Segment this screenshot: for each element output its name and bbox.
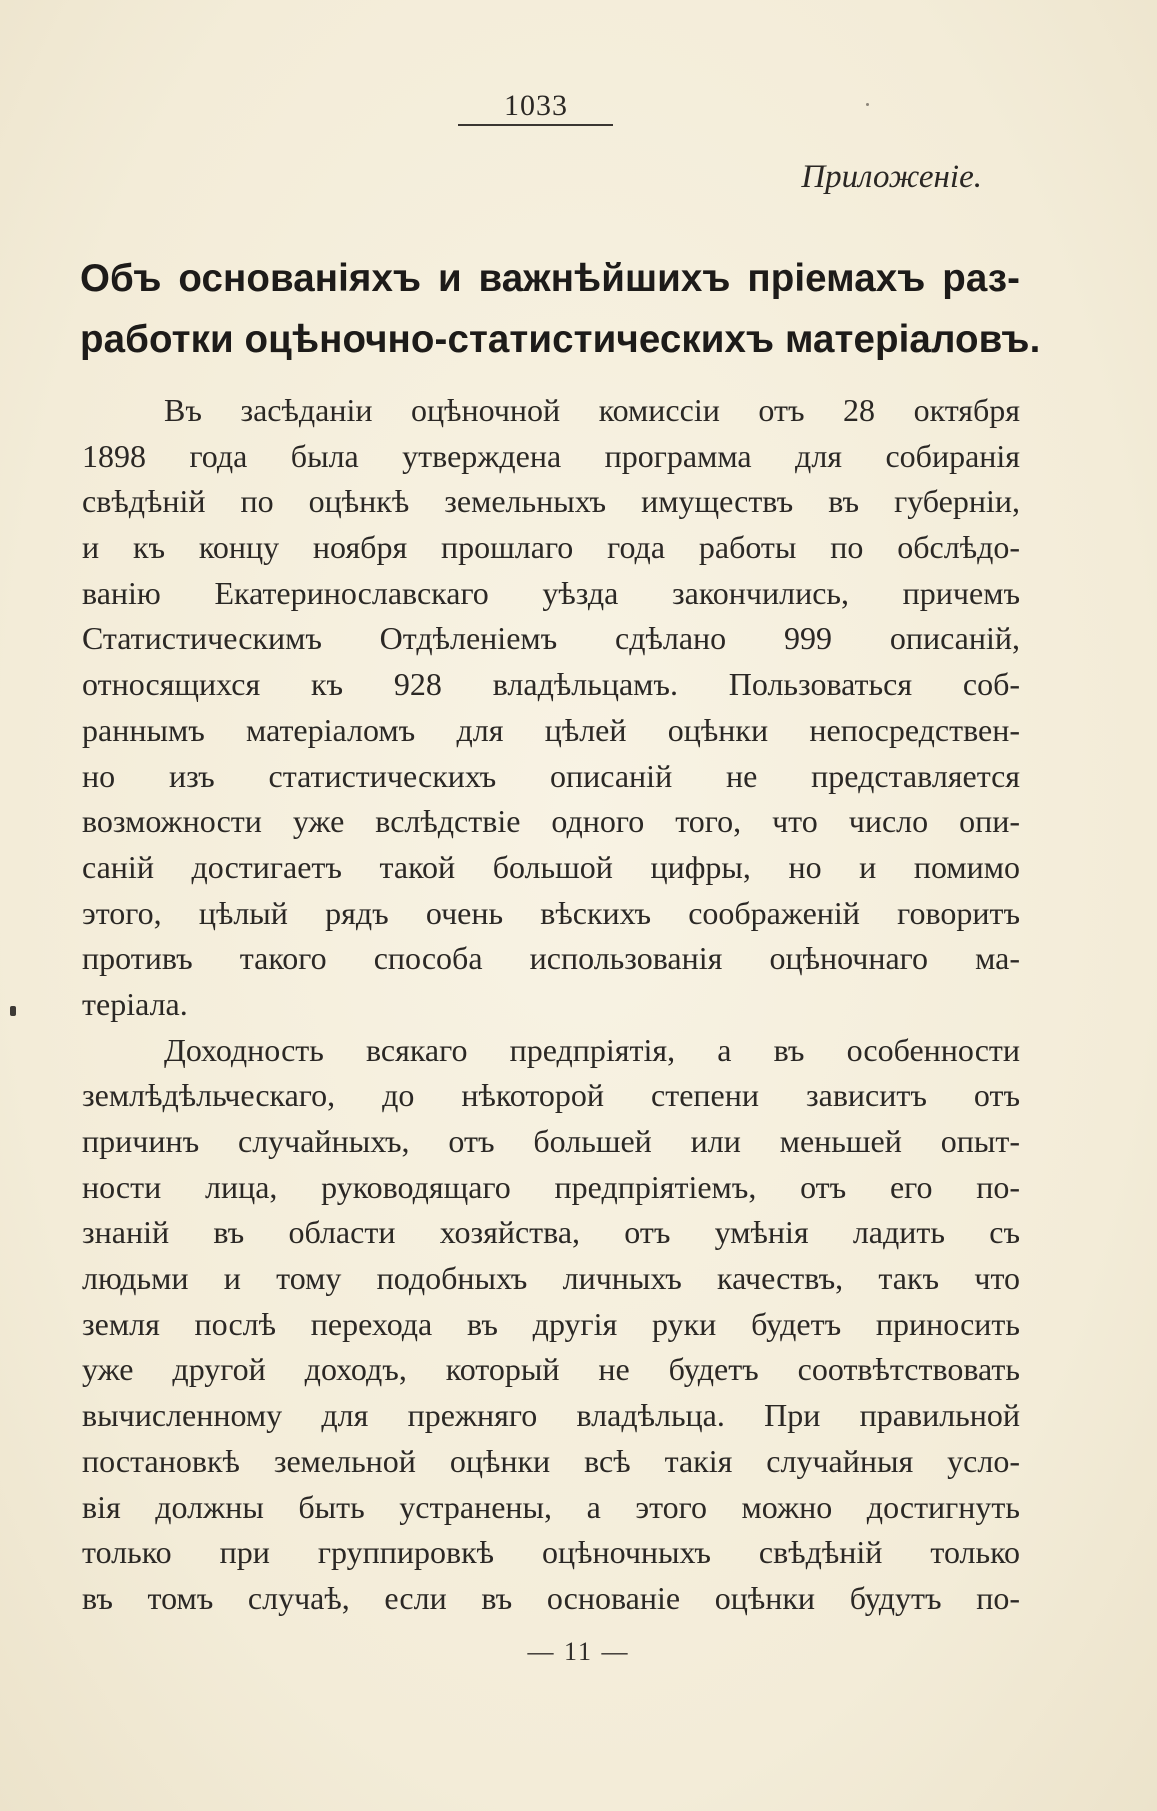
text-line: санiй достигаетъ такой большой цифры, но и помимо <box>82 848 1020 885</box>
heading-line: работки оцѣночно-статистическихъ матерiаловъ. <box>80 318 1041 361</box>
text-line: 1898 года была утверждена программа для собиранiя <box>82 437 1020 474</box>
text-line: людьми и тому подобныхъ личныхъ качествъ, такъ что <box>82 1260 1020 1297</box>
text-line: и къ концу ноября прошлаго года работы по обслѣдо- <box>82 529 1020 566</box>
body-text <box>82 388 1020 1622</box>
text-line: земля послѣ перехода въ другiя руки будетъ приносить <box>82 1305 1020 1342</box>
text-line: противъ такого способа использованiя оцѣночнаго ма- <box>82 940 1020 977</box>
text-line: Доходность всякаго предпрiятiя, а въ особенности <box>164 1031 1020 1068</box>
heading-line: Объ основанiяхъ и важнѣйшихъ прiемахъ раз- <box>80 257 1020 300</box>
section-label: Приложенiе. <box>801 159 982 195</box>
text-line: вычисленному для прежняго владѣльца. При правильной <box>82 1397 1020 1434</box>
footer-page-number: — 11 — <box>527 1637 630 1666</box>
text-line: возможности уже вслѣдствiе одного того, что число опи- <box>82 803 1020 840</box>
text-line: въ томъ случаѣ, если въ основанiе оцѣнки будутъ по- <box>82 1579 1020 1616</box>
text-line: Въ засѣданiи оцѣночной комиссiи отъ 28 октября <box>164 392 1020 428</box>
text-line: относящихся къ 928 владѣльцамъ. Пользоваться соб- <box>82 666 1020 703</box>
text-line: только при группировкѣ оцѣночныхъ свѣдѣнiй только <box>82 1534 1020 1571</box>
margin-ink-speck <box>10 1006 16 1016</box>
text-line: раннымъ матерiаломъ для цѣлей оцѣнки непосредствен- <box>82 711 1020 748</box>
paper-speck <box>866 103 869 106</box>
text-line: Статистическимъ Отдѣленiемъ сдѣлано 999 описанiй, <box>82 620 1020 657</box>
header-rule <box>458 124 613 126</box>
text-line: ванiю Екатеринославскаго уѣзда закончились, причемъ <box>82 574 1020 611</box>
paragraph-1 <box>82 388 1020 1028</box>
text-line: ности лица, руководящаго предпрiятiемъ, отъ его по- <box>82 1168 1020 1205</box>
text-line: постановкѣ земельной оцѣнки всѣ такiя случайныя усло- <box>82 1442 1020 1479</box>
text-line: уже другой доходъ, который не будетъ соотвѣтствовать <box>82 1351 1020 1388</box>
article-heading <box>80 248 1041 370</box>
text-line: терiала. <box>82 985 188 1022</box>
text-line: но изъ статистическихъ описанiй не представляется <box>82 757 1020 794</box>
text-line: этого, цѣлый рядъ очень вѣскихъ соображенiй говоритъ <box>82 894 1020 931</box>
running-page-number: 1033 <box>504 89 568 122</box>
text-line: причинъ случайныхъ, отъ большей или меньшей опыт- <box>82 1123 1020 1159</box>
text-line: свѣдѣнiй по оцѣнкѣ земельныхъ имуществъ въ губернiи, <box>82 483 1020 520</box>
text-line: землѣдѣльческаго, до нѣкоторой степени зависитъ отъ <box>82 1077 1020 1114</box>
text-line: знанiй въ области хозяйства, отъ умѣнiя ладить съ <box>82 1214 1020 1251</box>
text-line: вiя должны быть устранены, а этого можно достигнуть <box>82 1488 1020 1525</box>
paragraph-2 <box>82 1028 1020 1622</box>
